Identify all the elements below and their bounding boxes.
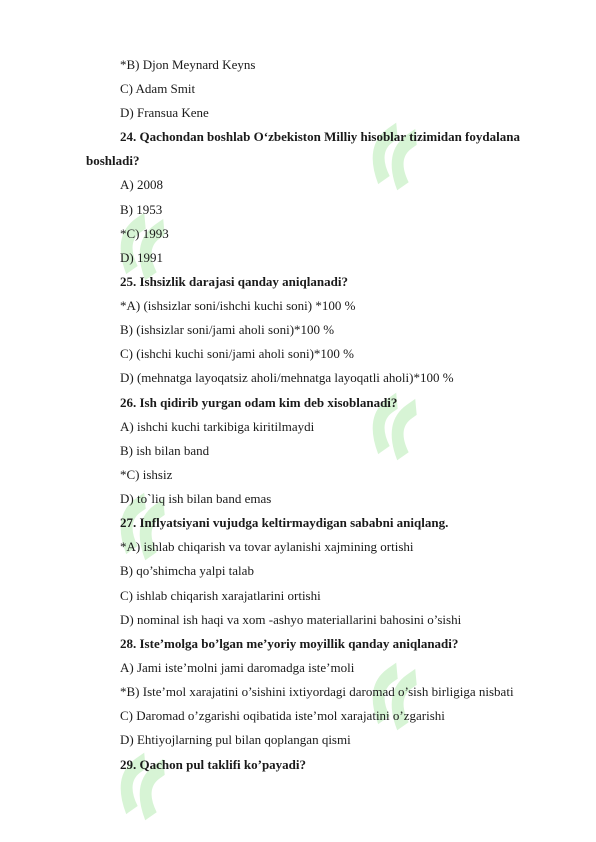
question-text: 26. Ish qidirib yurgan odam kim deb xisoblanadi? [120, 395, 398, 410]
answer-option: *B) Iste’mol xarajatini o’sishini ixtiyordagi daromad o’sish birligiga nisbati [120, 684, 514, 699]
answer-option: B) qo’shimcha yalpi talab [120, 563, 254, 578]
answer-option: C) ishlab chiqarish xarajatlarini ortishi [120, 588, 321, 603]
answer-option: *A) ishlab chiqarish va tovar aylanishi xajmining ortishi [120, 539, 414, 554]
question-text: 25. Ishsizlik darajasi qanday aniqlanadi? [120, 274, 348, 289]
answer-option: *B) Djon Meynard Keyns [120, 57, 256, 72]
answer-option: B) (ishsizlar soni/jami aholi soni)*100 % [120, 322, 335, 337]
answer-option: A) 2008 [120, 177, 163, 192]
answer-option: D) nominal ish haqi va xom -ashyo materiallarini bahosini o’sishi [120, 612, 462, 627]
answer-option: *A) (ishsizlar soni/ishchi kuchi soni) *100 % [120, 298, 356, 313]
answer-option: D) (mehnatga layoqatsiz aholi/mehnatga layoqatli aholi)*100 % [120, 370, 454, 385]
answer-option: C) Daromad o’zgarishi oqibatida iste’mol xarajatini o’zgarishi [120, 708, 445, 723]
question-text: 27. Inflyatsiyani vujudga keltirmaydigan sababni aniqlang. [120, 515, 449, 530]
answer-option: C) Adam Smit [120, 81, 196, 96]
question-text: boshladi? [86, 153, 140, 168]
answer-option: *C) 1993 [120, 226, 169, 241]
question-text: 24. Qachondan boshlab O‘zbekiston Milliy hisoblar tizimidan foydalana [120, 129, 520, 144]
answer-option: A) Jami iste’molni jami daromadga iste’moli [120, 660, 355, 675]
watermark-logo [86, 150, 286, 290]
answer-option: D) to`liq ish bilan band emas [120, 491, 272, 506]
answer-option: D) Fransua Kene [120, 105, 209, 120]
question-text: 28. Iste’molga bo’lgan me’yoriy moyillik qanday aniqlanadi? [120, 636, 459, 651]
answer-option: B) 1953 [120, 202, 163, 217]
answer-option: *C) ishsiz [120, 467, 173, 482]
answer-option: D) 1991 [120, 250, 163, 265]
answer-option: C) (ishchi kuchi soni/jami aholi soni)*100 % [120, 346, 354, 361]
answer-option: B) ish bilan band [120, 443, 210, 458]
answer-option: D) Ehtiyojlarning pul bilan qoplangan qismi [120, 732, 351, 747]
answer-option: A) ishchi kuchi tarkibiga kiritilmaydi [120, 419, 315, 434]
question-text: 29. Qachon pul taklifi ko’payadi? [120, 757, 307, 772]
